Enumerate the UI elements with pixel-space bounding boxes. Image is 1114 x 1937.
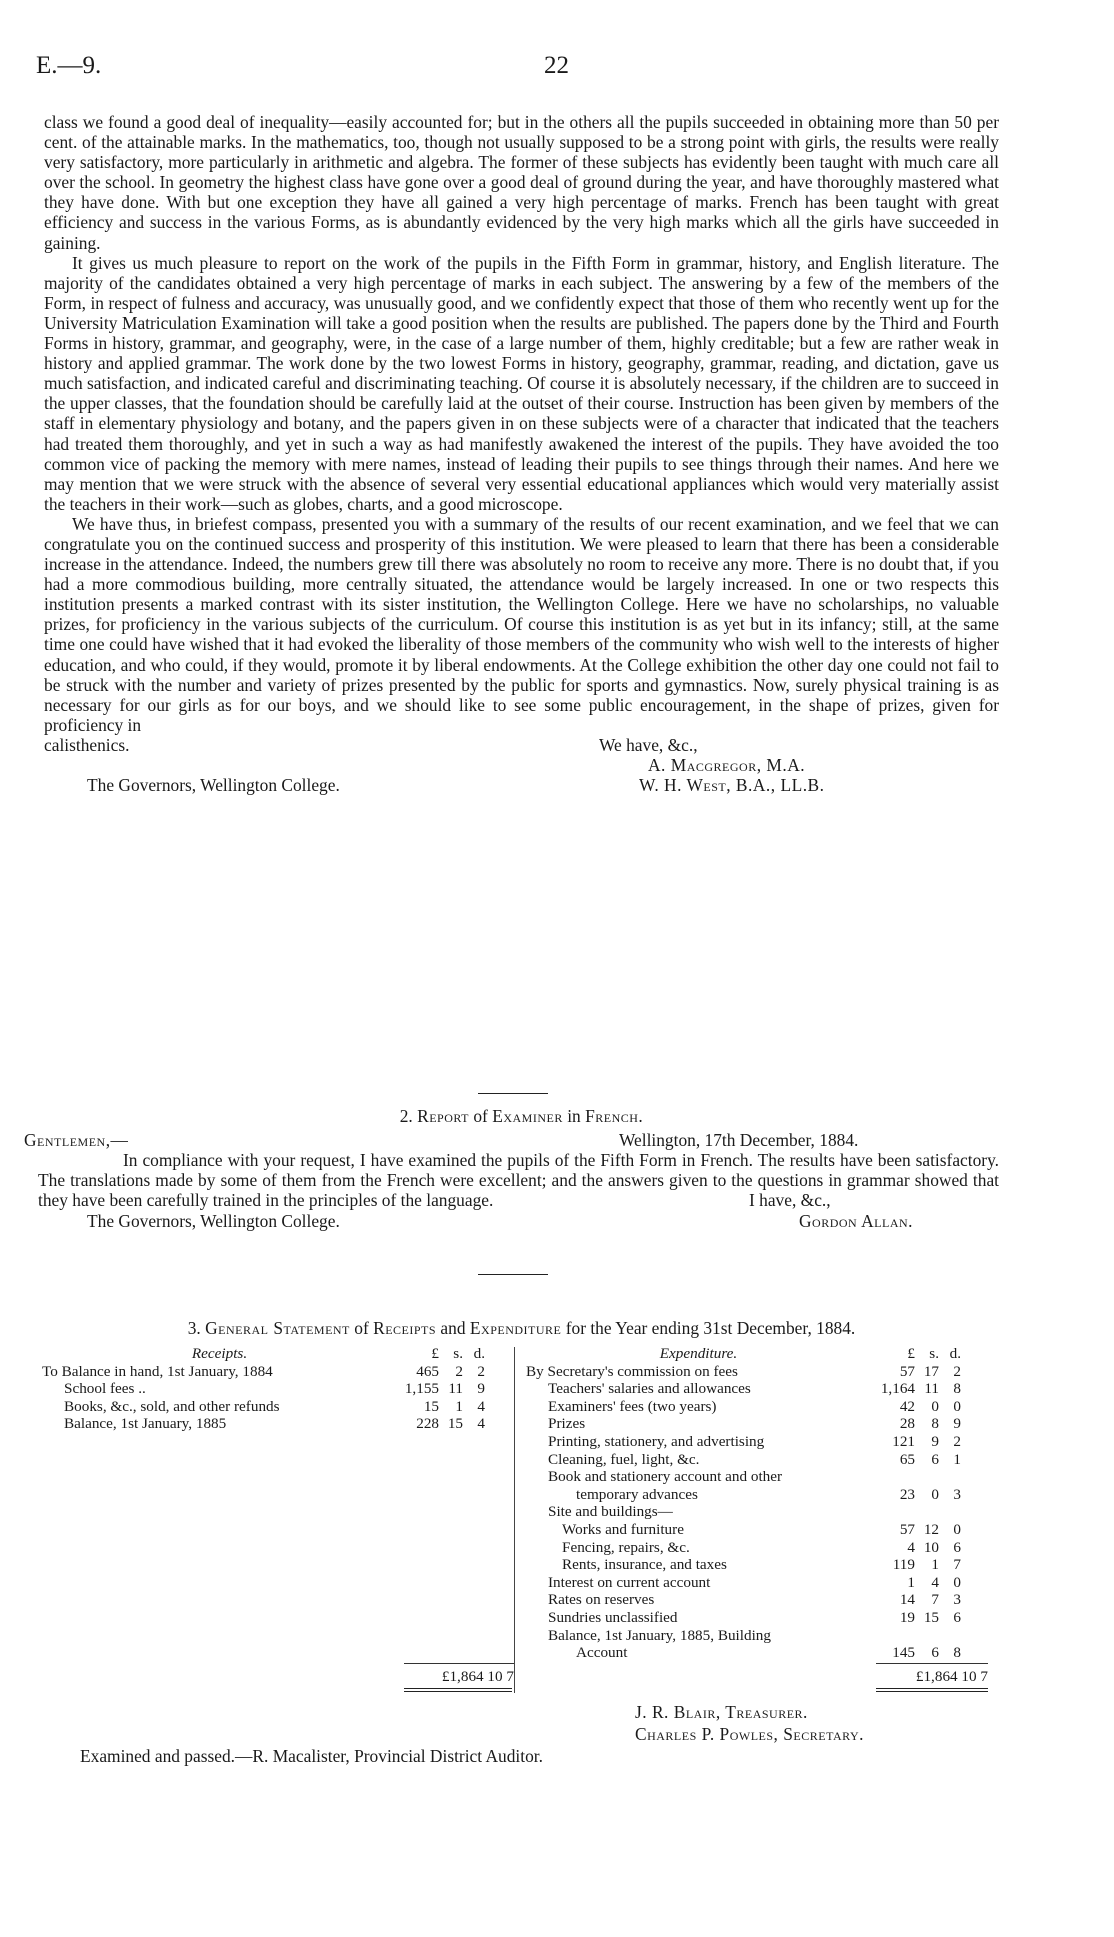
- french-title-of: of: [473, 1106, 488, 1126]
- receipts-label: School fees ..: [64, 1380, 146, 1398]
- receipts-section: [42, 1345, 485, 1433]
- expenditure-pence: [939, 1503, 961, 1521]
- expenditure-label: Printing, stationery, and advertising: [548, 1432, 765, 1450]
- receipts-col-pounds: £: [431, 1345, 439, 1362]
- receipts-col-pence: d.: [473, 1345, 485, 1362]
- expenditure-pounds: 57: [899, 1362, 915, 1380]
- expenditure-pounds: 1: [907, 1573, 915, 1591]
- expenditure-pence: [939, 1468, 961, 1486]
- french-report-text: In compliance with your request, I have examined the pupils of the Fifth Form in French. The results have been satisfactory. The translations made by some of them from the French were excellent; and the answers given to the questions in grammar showed that they have been carefully trained in the principles of the language.: [38, 1150, 999, 1211]
- expenditure-shillings: 11: [924, 1380, 939, 1398]
- expenditure-pounds: 121: [892, 1432, 915, 1450]
- expenditure-row: [526, 1433, 961, 1451]
- receipts-header-row: [42, 1345, 485, 1363]
- receipts-pence: 4: [477, 1397, 485, 1415]
- we-have-closing: We have, &c.,: [599, 734, 698, 755]
- section-divider-2: [478, 1274, 548, 1275]
- expenditure-row: [526, 1556, 961, 1574]
- expenditure-row: [526, 1574, 961, 1592]
- expenditure-col-pence: d.: [949, 1345, 961, 1362]
- expenditure-shillings: 4: [931, 1573, 939, 1591]
- signature-line-1: [44, 755, 999, 775]
- expenditure-row: [526, 1539, 961, 1557]
- expenditure-row: [526, 1627, 961, 1645]
- signer-macgregor: A. Macgregor, M.A.: [648, 755, 806, 775]
- expenditure-row: [526, 1398, 961, 1416]
- expenditure-pence: [939, 1627, 961, 1645]
- receipts-pence: 4: [477, 1415, 485, 1433]
- receipts-shillings: 1: [455, 1397, 463, 1415]
- receipts-row: [42, 1398, 485, 1416]
- expenditure-shillings: [915, 1503, 939, 1521]
- expenditure-heading: Expenditure.: [659, 1345, 738, 1362]
- receipts-row: [42, 1415, 485, 1433]
- paragraph-summary: We have thus, in briefest compass, presented you with a summary of the results of our recent examination, and we feel that we can congratulate you on the continued success and prosperity of this institution. We were pleased to learn that there has been a considerable increase in the attendance. Indeed, the numbers grew till there was absolutely no room to receive any more. There is no doubt that, if you had a more commodious building, more centrally situated, the attendance would be largely increased. In one or two respects this institution presents a marked contrast with its sister institution, the Wellington College. Here we have no scholarships, no valuable prizes, for proficiency in the various subjects of the curriculum. Of course this institution is as yet but in its infancy; still, at the same time one could have wished that it had evoked the liberality of those members of the community who wish well to the interests of higher education, and who could, if they would, promote it by liberal endowments. At the College exhibition the other day one could not fail to be struck with the number and variety of prizes presented by the public for sports and gymnastics. Now, surely physical training is as necessary for our girls as for our boys, and we should like to see some public encouragement, in the shape of prizes, given for proficiency in: [44, 513, 999, 735]
- section-divider: [478, 1093, 548, 1094]
- expenditure-section: [526, 1345, 961, 1662]
- expenditure-pence: 8: [953, 1644, 961, 1662]
- column-divider: [514, 1347, 515, 1693]
- expenditure-shillings: [915, 1468, 939, 1486]
- statement-and: and: [440, 1318, 466, 1338]
- expenditure-pounds: [871, 1503, 915, 1521]
- expenditure-pence: 7: [953, 1556, 961, 1574]
- expenditure-pence: 0: [953, 1573, 961, 1591]
- expenditure-label: Rates on reserves: [548, 1591, 655, 1609]
- expenditure-table: [526, 1345, 961, 1662]
- expenditure-pence: 3: [953, 1485, 961, 1503]
- expenditure-shillings: 7: [931, 1591, 939, 1609]
- expenditure-shillings: [915, 1627, 939, 1645]
- expenditure-shillings: 0: [931, 1485, 939, 1503]
- expenditure-label: By Secretary's commission on fees: [526, 1362, 738, 1380]
- expenditure-pounds: 19: [899, 1608, 915, 1626]
- expenditure-pounds: 119: [892, 1556, 915, 1574]
- receipts-label: Balance, 1st January, 1885: [64, 1415, 227, 1433]
- expenditure-shillings: 12: [923, 1520, 939, 1538]
- expenditure-pence: 9: [953, 1415, 961, 1433]
- i-have-closing: I have, &c.,: [749, 1190, 831, 1211]
- expenditure-pounds: 145: [892, 1644, 915, 1662]
- salutation: Gentlemen,—: [24, 1130, 129, 1151]
- statement-of: of: [354, 1318, 369, 1338]
- expenditure-pence: 6: [953, 1538, 961, 1556]
- expenditure-label: Book and stationery account and other: [548, 1468, 783, 1486]
- expenditure-pence: 0: [953, 1397, 961, 1415]
- expenditure-pounds: 57: [899, 1520, 915, 1538]
- expenditure-label: Works and furniture: [562, 1520, 684, 1538]
- expenditure-row: [526, 1468, 961, 1486]
- receipts-heading: Receipts.: [191, 1345, 248, 1362]
- receipts-pounds: 465: [416, 1362, 439, 1380]
- receipts-total: [404, 1663, 514, 1686]
- statement-general: General Statement: [205, 1318, 350, 1338]
- expenditure-pounds: 4: [907, 1538, 915, 1556]
- french-report: [24, 1106, 999, 1231]
- expenditure-label: Teachers' salaries and allowances: [548, 1380, 751, 1398]
- receipts-shillings: 11: [448, 1380, 463, 1398]
- expenditure-row: [526, 1591, 961, 1609]
- receipts-total-rule-2: [404, 1691, 512, 1692]
- receipts-pence: 9: [477, 1380, 485, 1398]
- receipts-pounds: 15: [423, 1397, 439, 1415]
- french-closing: [44, 1190, 999, 1210]
- expenditure-pounds: 14: [899, 1591, 915, 1609]
- expenditure-row: [526, 1415, 961, 1433]
- expenditure-pounds: 42: [899, 1397, 915, 1415]
- salutation-line: [24, 1130, 999, 1151]
- receipts-row: [42, 1363, 485, 1381]
- expenditure-pence: 2: [953, 1362, 961, 1380]
- receipts-total-value: £1,864 10 7: [441, 1668, 514, 1685]
- expenditure-header-row: [526, 1345, 961, 1363]
- expenditure-row: [526, 1486, 961, 1504]
- expenditure-label: Rents, insurance, and taxes: [562, 1556, 727, 1574]
- expenditure-pence: 2: [953, 1432, 961, 1450]
- report-reference: E.—9.: [36, 52, 102, 79]
- paragraph-last-word: calisthenics.: [44, 734, 130, 755]
- receipts-label: To Balance in hand, 1st January, 1884: [42, 1362, 273, 1380]
- expenditure-total-rule-2: [876, 1691, 988, 1692]
- signer-allan: Gordon Allan.: [799, 1210, 914, 1231]
- expenditure-label: Site and buildings—: [548, 1503, 673, 1521]
- french-title-report: Report: [417, 1106, 469, 1126]
- expenditure-shillings: 6: [931, 1644, 939, 1662]
- receipts-shillings: 15: [447, 1415, 463, 1433]
- expenditure-label: Cleaning, fuel, light, &c.: [548, 1450, 700, 1468]
- statement-title: [44, 1318, 999, 1339]
- paragraph-fifth-form: It gives us much pleasure to report on the work of the pupils in the Fifth Form in grammar, history, and English literature. The majority of the candidates obtained a very high percentage of marks in each subject. The answering by a few of the members of the Form, in respect of fulness and accuracy, was unusually good, and we confidently expect that those of them who recently went up for the University Matriculation Examination will take a good position when the results are published. The papers done by the Third and Fourth Forms in history, grammar, and geography, were, in the case of a large number of them, highly creditable; but a few are rather weak in history and applied grammar. The work done by the two lowest Forms in history, geography, grammar, reading, and dictation, gave us much satisfaction, and indicated careful and discriminating teaching. Of course it is absolutely necessary, if the children are to succeed in the upper classes, that the foundation should be carefully laid at the outset of their course. Instruction has been given by members of the staff in elementary physiology and botany, and the papers given in on these subjects were of a character that indicated that the teachers had treated them thoroughly, and yet in such a way as had manifestly awakened the interest of the pupils. They have avoided the too common vice of packing the memory with mere names, instead of leading their pupils to see things through their names. And here we may mention that we were struck with the absence of several very essential educational appliances which would very materially assist the teachers in their work—such as globes, charts, and a good microscope.: [44, 252, 999, 514]
- receipts-row: [42, 1380, 485, 1398]
- expenditure-label: Balance, 1st January, 1885, Building: [548, 1626, 771, 1644]
- expenditure-pence: 1: [953, 1450, 961, 1468]
- audit-line: Examined and passed.—R. Macalister, Provincial District Auditor.: [80, 1746, 543, 1766]
- receipts-col-shillings: s.: [453, 1345, 463, 1362]
- french-addressee: The Governors, Wellington College.: [87, 1210, 340, 1231]
- expenditure-label: Sundries unclassified: [548, 1608, 678, 1626]
- closing-line: [44, 735, 999, 755]
- expenditure-row: [526, 1380, 961, 1398]
- signer-west: W. H. West, B.A., LL.B.: [639, 775, 825, 796]
- receipts-pounds: 1,155: [404, 1380, 439, 1398]
- paragraph-continued: class we found a good deal of inequality—easily accounted for; but in the others all the pupils succeeded in obtaining more than 50 per cent. of the attainable marks. In the mathematics, too, though not usually supposed to be a strong point with girls, the results were really very satisfactory, more particularly in arithmetic and algebra. The former of these subjects has evidently been taught with much care all over the school. In geometry the highest class have gone over a good deal of ground during the year, and have thoroughly mastered what they have done. With but one exception they have all gained a very high percentage of marks. French has been taught with great efficiency and success in the various Forms, as is abundantly evidenced by the very high marks which all the girls have succeeded in gaining.: [44, 112, 999, 253]
- receipts-shillings: 2: [455, 1362, 463, 1380]
- expenditure-shillings: 8: [931, 1415, 939, 1433]
- statement-receipts: Receipts: [373, 1318, 437, 1338]
- expenditure-row: [526, 1451, 961, 1469]
- expenditure-pounds: 23: [899, 1485, 915, 1503]
- expenditure-shillings: 9: [931, 1432, 939, 1450]
- expenditure-row: [526, 1609, 961, 1627]
- french-title-in: in: [567, 1106, 581, 1126]
- expenditure-col-pounds: £: [907, 1345, 915, 1362]
- expenditure-pounds: 1,164: [880, 1380, 915, 1398]
- expenditure-pounds: [871, 1468, 915, 1486]
- expenditure-total: [876, 1663, 988, 1686]
- expenditure-shillings: 15: [923, 1608, 939, 1626]
- statement-number: 3.: [187, 1318, 201, 1338]
- expenditure-pounds: [871, 1627, 915, 1645]
- receipts-pence: 2: [477, 1362, 485, 1380]
- expenditure-row: [526, 1521, 961, 1539]
- expenditure-label: temporary advances: [576, 1485, 698, 1503]
- page-number: 22: [544, 52, 569, 79]
- expenditure-label: Account: [576, 1644, 628, 1662]
- expenditure-shillings: 1: [931, 1556, 939, 1574]
- financial-statement: [44, 1318, 999, 1339]
- receipts-table: [42, 1345, 485, 1433]
- expenditure-shillings: 10: [923, 1538, 939, 1556]
- expenditure-label: Interest on current account: [548, 1573, 711, 1591]
- expenditure-shillings: 17: [923, 1362, 939, 1380]
- expenditure-pence: 3: [953, 1591, 961, 1609]
- addressee-governors: The Governors, Wellington College.: [87, 775, 340, 796]
- receipts-pounds: 228: [416, 1415, 439, 1433]
- expenditure-col-shillings: s.: [929, 1345, 939, 1362]
- receipts-total-rule-1: [404, 1688, 512, 1689]
- french-title-number: 2.: [399, 1106, 413, 1126]
- report-body: [44, 112, 999, 795]
- signature-secretary: Charles P. Powles, Secretary.: [635, 1724, 864, 1744]
- statement-expenditure: Expenditure: [469, 1318, 562, 1338]
- expenditure-shillings: 0: [931, 1397, 939, 1415]
- expenditure-pounds: 28: [899, 1415, 915, 1433]
- expenditure-total-rule-1: [876, 1688, 988, 1689]
- expenditure-pence: 6: [953, 1608, 961, 1626]
- signature-line-2: [44, 775, 999, 795]
- expenditure-pounds: 65: [899, 1450, 915, 1468]
- expenditure-label: Prizes: [548, 1415, 586, 1433]
- french-title-examiner: Examiner: [492, 1106, 563, 1126]
- expenditure-label: Examiners' fees (two years): [548, 1397, 717, 1415]
- signature-treasurer: J. R. Blair, Treasurer.: [635, 1702, 808, 1722]
- letter-date: Wellington, 17th December, 1884.: [619, 1130, 859, 1151]
- french-signature-line: [44, 1211, 999, 1231]
- expenditure-row: [526, 1503, 961, 1521]
- french-report-title: [44, 1106, 999, 1126]
- receipts-label: Books, &c., sold, and other refunds: [64, 1397, 280, 1415]
- expenditure-pence: 0: [953, 1520, 961, 1538]
- expenditure-row: [526, 1644, 961, 1662]
- expenditure-row: [526, 1363, 961, 1381]
- expenditure-shillings: 6: [931, 1450, 939, 1468]
- french-title-french: French.: [585, 1106, 644, 1126]
- statement-period: for the Year ending 31st December, 1884.: [565, 1318, 856, 1338]
- expenditure-pence: 8: [953, 1380, 961, 1398]
- expenditure-total-value: £1,864 10 7: [915, 1668, 988, 1685]
- expenditure-label: Fencing, repairs, &c.: [562, 1538, 690, 1556]
